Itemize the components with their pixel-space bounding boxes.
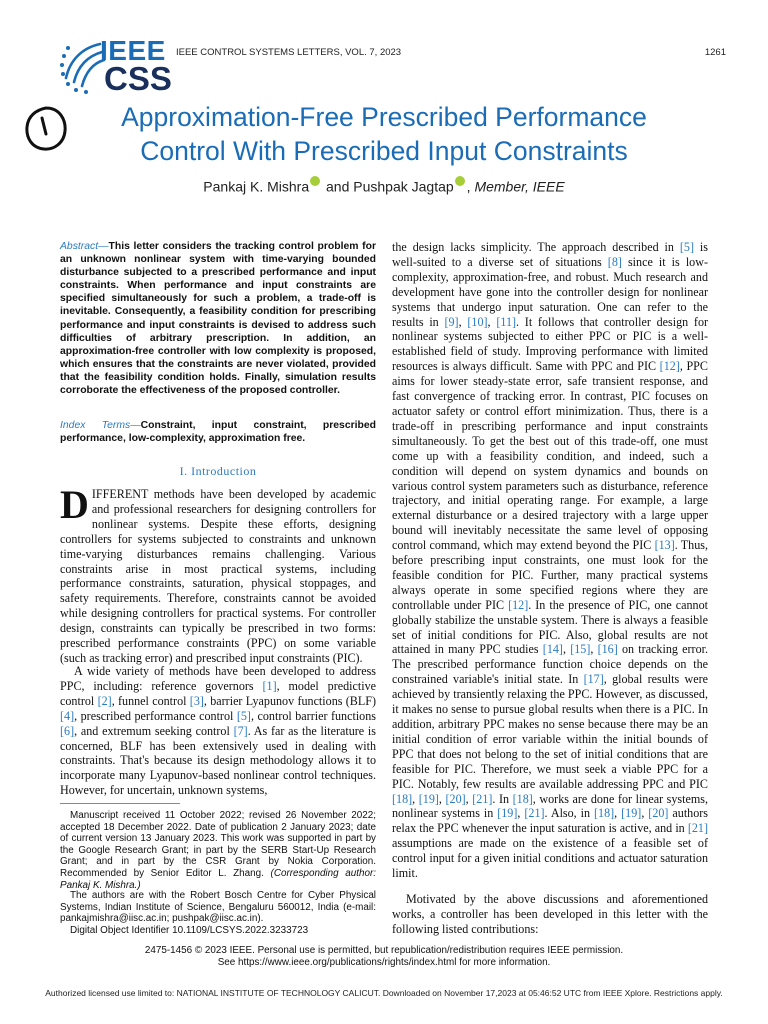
index-terms-text: Constraint, input constraint, prescribed performance, low-complexity, approximation free. xyxy=(60,420,376,445)
citation-link[interactable]: [20] xyxy=(648,806,669,821)
text-run: , xyxy=(614,806,622,821)
text-run: , works are done for linear systems, nonlinear systems in xyxy=(392,791,709,821)
drop-cap: D xyxy=(60,482,89,527)
author-2[interactable]: Pushpak Jagtap xyxy=(353,178,454,195)
abstract-label: Abstract xyxy=(60,241,99,252)
css-logo-text: CSS xyxy=(104,60,172,97)
citation-link[interactable]: [16] xyxy=(597,642,618,657)
index-terms-label: Index Terms xyxy=(60,420,131,431)
citation-link[interactable]: [21] xyxy=(472,791,493,806)
text-run: , xyxy=(487,314,497,329)
text-run: , xyxy=(412,791,419,806)
footnote-corresponding: (Corresponding author: Pankaj K. Mishra.) xyxy=(60,867,376,891)
intro-first-word: IFFERENT xyxy=(91,487,149,501)
copyright-notice xyxy=(100,945,668,969)
text-run: , xyxy=(438,791,446,806)
citation-link[interactable]: [18] xyxy=(512,791,533,806)
text-run: , control barrier functions xyxy=(250,708,376,723)
footnote-manuscript xyxy=(60,810,376,891)
index-terms xyxy=(60,419,376,445)
citation-link[interactable]: [6] xyxy=(60,723,75,738)
citation-link[interactable]: [21] xyxy=(524,806,545,821)
intro-p1-text: methods have been developed by academic and professional researchers for designing controllers for nonlinear systems. Despite these efforts, designing controllers for systems subjected to constraints and unknown time-varying disturbances remains challenging. Various constraints arise in most practical systems, including performance constraints, saturation, physical stoppages, and safety requirements. Therefore, constraints cannot be avoided while designing controllers for practical systems. For controller design, constraints can typically be prescribed in two forms: prescribed performance constraints (PPC) on some variable (such as tracking error) and prescribed input constraints (PIC). xyxy=(60,487,376,665)
ieee-css-logo-arcs xyxy=(58,36,106,96)
citation-link[interactable]: [4] xyxy=(60,708,75,723)
text-run: , funnel control xyxy=(111,693,190,708)
author-role: Member, IEEE xyxy=(474,178,565,195)
citation-link[interactable]: [1] xyxy=(262,678,277,693)
text-run: the design lacks simplicity. The approach described in xyxy=(392,240,680,254)
citation-link[interactable]: [12] xyxy=(508,597,529,612)
text-run: . In xyxy=(492,791,513,806)
text-run: . In the presence of PIC, one cannot globally stabilize the unstable system. There is always a feasible set of initial conditions for PIC. Also, global results are not attained in many PPC studies xyxy=(392,597,709,657)
license-notice: Authorized licensed use limited to: NATIONAL INSTITUTE OF TECHNOLOGY CALICUT. Downloaded on November 17,2023 at 05:46:52 UTC from IEEE Xplore. Restrictions apply. xyxy=(45,988,723,998)
text-run: A wide variety of methods have been developed to address PPC, including: reference governors xyxy=(60,664,376,693)
footnote-received: Manuscript received 11 October 2022; revised 26 November 2022; accepted 18 December 2022. Date of publication 2 January 2023; date of current version 13 January 2023. This work was supported in part by the Google Research Grant; in part by the SERB Start-Up Research Grant; and in part by the CSR Grant by Nokia Corporation. Recommended by Senior Editor L. Zhang. xyxy=(60,810,376,879)
citation-link[interactable]: [10] xyxy=(467,314,488,329)
text-run: . Also, in xyxy=(544,806,595,821)
citation-link[interactable]: [15] xyxy=(570,642,591,657)
right-paragraph-2: Motivated by the above discussions and aforementioned works, a controller has been developed in this letter with the following listed contributions: xyxy=(392,892,708,936)
text-run: , barrier Lyapunov functions (BLF) xyxy=(203,693,377,708)
text-run: . Thus, before prescribing input constraints, one must look for the feasible condition for PIC. Further, many practical systems always operate in some specified regions where they are controllable under PIC xyxy=(392,538,708,612)
abstract-dash: — xyxy=(98,241,109,252)
orcid-icon[interactable] xyxy=(310,176,320,186)
citation-link[interactable]: [19] xyxy=(418,791,439,806)
text-run: , prescribed performance control xyxy=(74,708,237,723)
text-run: , PPC aims for lower steady-state error, safe transient response, and fast convergence of tracking error. In contrast, PIC focuses on actuator safety or control effort minimization. Thus, there is a trade-off in prescribing performance and input constraints simultaneously. To get the best out of this trade-off, one must come up with a feasibility condition, and indeed, such a condition will depend on system dynamics and bounds on various control system parameters such as disturbance, reference trajectory, and initial operating range. For example, a large external disturbance or a desired trajectory with a large upper bound will inevitably necessitate the same level of opposing control command, which may extend beyond the PIC xyxy=(392,359,708,553)
footnote-affiliation: The authors are with the Robert Bosch Centre for Cyber Physical Systems, Indian Institute of Science, Bengaluru 560012, India (e-mail: pankajmishra@iisc.ac.in; pushpak@iisc.ac.in). xyxy=(60,890,376,925)
text-run: . It follows that controller design for nonlinear systems subjected to either PPC or PIC is a well-established field of study. Improving performance with limited resources is always difficult. Same with PPC and PIC xyxy=(392,314,709,374)
footnote-divider xyxy=(60,803,180,804)
index-terms-dash: — xyxy=(130,420,141,431)
citation-link[interactable]: [19] xyxy=(621,806,642,821)
page-number: 1261 xyxy=(704,47,726,58)
text-run: since it is low-complexity, approximation-free, and robust. Much research and development have gone into the controller design for nonlinear systems that undergo input saturation. One can refer to the results in xyxy=(392,254,708,329)
journal-header: IEEE CONTROL SYSTEMS LETTERS, VOL. 7, 2023 xyxy=(176,47,402,58)
citation-link[interactable]: [21] xyxy=(687,821,708,836)
text-run: , global results were achieved by transiently relaxing the PPC. However, as discussed, it makes no sense to pursue global results when there is a PIC. In addition, arbitrary PPC makes no sense because there may be an initial condition of error variable within the initial bounds of PPC that does not belong to the set of initial conditions that are feasible for PIC. Therefore, we must seek a viable PPC for a PIC. Notably, few results are available addressing PPC and PIC xyxy=(392,672,708,791)
citation-link[interactable]: [9] xyxy=(444,314,459,329)
author-tail: , xyxy=(466,178,475,195)
citation-link[interactable]: [3] xyxy=(189,693,204,708)
text-run: authors relax the PPC whenever the input saturation is active, and in xyxy=(392,806,709,836)
text-run: , and extremum seeking control xyxy=(74,723,234,738)
citation-link[interactable]: [13] xyxy=(654,538,675,553)
text-run: , xyxy=(465,791,473,806)
text-run: is well-suited to a diverse set of situations xyxy=(392,240,708,269)
citation-link[interactable]: [5] xyxy=(679,240,694,254)
citation-link[interactable]: [11] xyxy=(496,314,517,329)
author-1[interactable]: Pankaj K. Mishra xyxy=(203,178,310,195)
text-run: , xyxy=(517,806,525,821)
copyright-line-1: 2475-1456 © 2023 IEEE. Personal use is permitted, but republication/redistribution requires IEEE permission. xyxy=(144,945,624,956)
copyright-line-2[interactable]: See https://www.ieee.org/publications/rights/index.html for more information. xyxy=(217,957,551,968)
author-line xyxy=(100,176,668,195)
citation-link[interactable]: [17] xyxy=(583,672,604,687)
author-separator: and xyxy=(322,178,354,195)
text-run: , xyxy=(590,642,598,657)
abstract xyxy=(60,240,376,397)
text-run: . As far as the literature is concerned, BLF has been extensively used in dealing with constraints. That's because its design methodology allows it to incorporate many Lyapunov-based nonlinear control techniques. However, for uncertain, unknown systems, xyxy=(60,723,376,798)
section-heading-introduction: I. Introduction xyxy=(179,464,257,478)
title-line-2: Control With Prescribed Input Constraints xyxy=(140,136,628,166)
citation-link[interactable]: [18] xyxy=(594,806,615,821)
citation-link[interactable]: [19] xyxy=(497,806,518,821)
citation-link[interactable]: [20] xyxy=(445,791,466,806)
citation-link[interactable]: [18] xyxy=(392,791,413,806)
text-run: , xyxy=(641,806,649,821)
intro-paragraph-1 xyxy=(60,482,376,666)
citation-link[interactable]: [14] xyxy=(542,642,563,657)
text-run: on tracking error. The prescribed performance function choice depends on the constrained variable's initial state. In xyxy=(392,642,709,687)
paper-title xyxy=(60,100,708,168)
title-line-1: Approximation-Free Prescribed Performance xyxy=(121,102,647,132)
orcid-icon[interactable] xyxy=(455,176,465,186)
citation-link[interactable]: [8] xyxy=(607,254,622,269)
citation-link[interactable]: [5] xyxy=(236,708,251,723)
ieee-logo-text: IEEE xyxy=(100,35,166,66)
text-run: assumptions are made on the existence of a feasible set of control input for a given initial conditions and actuator saturation limit. xyxy=(392,836,708,881)
abstract-text: This letter considers the tracking control problem for an unknown nonlinear system with time-varying bounded disturbance subjected to a prescribed performance and input constraints. When performance and input constraints are specified simultaneously for such a problem, a trade-off is inevitable. Consequently, a feasibility condition for prescribing performance and input constraints is devised to address such difficulties of arbitrary prescription. In addition, an approximation-free controller with low complexity is proposed, which ensures that the constraints are never violated, provided that the feasibility condition holds. Finally, simulation results corroborate the effectiveness of the proposed controller. xyxy=(60,241,376,397)
citation-link[interactable]: [12] xyxy=(659,359,680,374)
text-run: , xyxy=(562,642,571,657)
text-run: , xyxy=(458,314,468,329)
citation-link[interactable]: [7] xyxy=(233,723,248,738)
intro-paragraph-2 xyxy=(60,664,376,798)
citation-link[interactable]: [2] xyxy=(97,693,112,708)
footnote-doi[interactable]: Digital Object Identifier 10.1109/LCSYS.2022.3233723 xyxy=(70,925,309,936)
right-paragraph-1 xyxy=(392,240,708,881)
text-run: , model predictive control xyxy=(60,678,376,708)
